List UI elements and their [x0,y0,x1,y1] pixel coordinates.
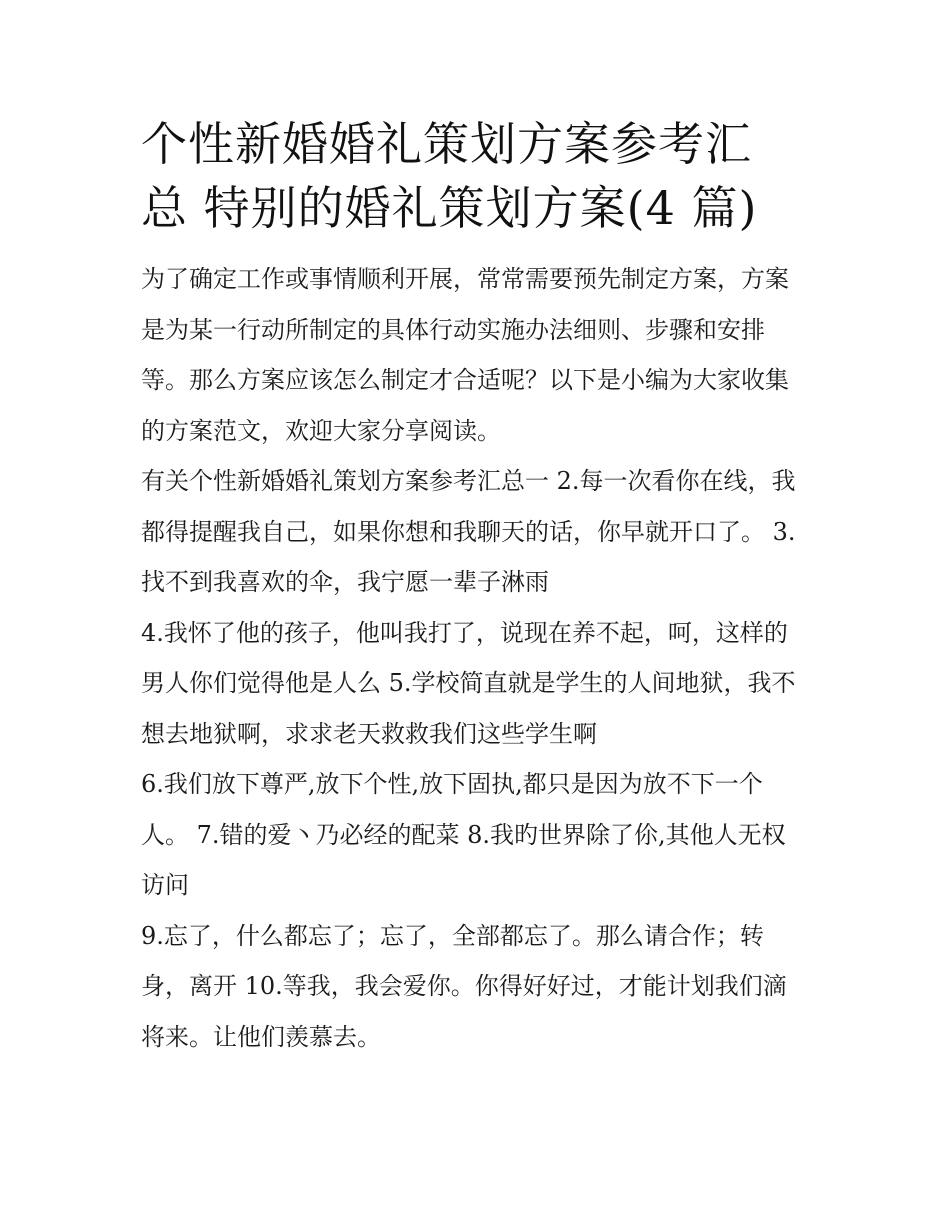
body-paragraph [141,911,816,1063]
text-line: 男人你们觉得他是人么 5.学校简直就是学生的人间地狱，我不 [141,669,796,697]
text-line: 的方案范文，欢迎大家分享阅读。 [141,416,501,445]
text-line: 有关个性新婚婚礼策划方案参考汇总一 2.每一次看你在线，我 [141,467,796,495]
intro-paragraph [141,254,816,456]
body-paragraph [141,759,816,911]
body-paragraph [141,456,816,608]
text-line: 9.忘了，什么都忘了；忘了，全部都忘了。那么请合作；转 [141,921,764,950]
text-line: 是为某一行动所制定的具体行动实施办法细则、步骤和安排 [141,315,765,344]
text-line: 身，离开 10.等我，我会爱你。你得好好过，才能计划我们滴 [141,972,787,1000]
text-line: 想去地狱啊，求求老天救救我们这些学生啊 [141,719,597,748]
text-line: 找不到我喜欢的伞，我宁愿一辈子淋雨 [141,568,549,596]
text-line: 为了确定工作或事情顺利开展，常常需要预先制定方案，方案 [141,265,789,293]
text-line: 4.我怀了他的孩子，他叫我打了，说现在养不起，呵，这样的 [141,618,788,647]
text-line: 访问 [141,871,189,899]
text-line: 等。那么方案应该怎么制定才合适呢？以下是小编为大家收集 [141,366,789,394]
body-paragraph [141,608,816,760]
title-line: 个性新婚婚礼策划方案参考汇 [141,117,752,171]
text-line: 人。 7.错的爱丶乃必经的配菜 8.我旳世界除了伱,其他人无权 [141,820,786,849]
document-title [141,112,816,240]
document-content [141,112,816,1062]
text-line: 都得提醒我自己，如果你想和我聊天的话，你早就开口了。 3. [141,517,796,546]
title-line: 总 特别的婚礼策划方案(4 篇) [141,181,758,235]
text-line: 将来。让他们羡慕去。 [141,1022,381,1051]
text-line: 6.我们放下尊严,放下个性,放下固执,都只是因为放不下一个 [141,770,763,798]
